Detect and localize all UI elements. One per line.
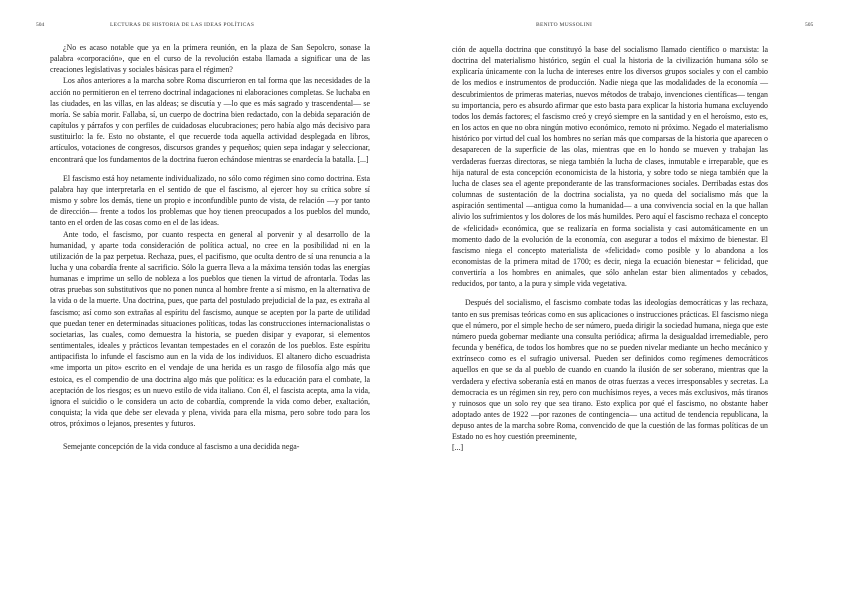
running-head: LECTURAS DE HISTORIA DE LAS IDEAS POLÍTICAS [110,22,255,28]
paragraph: Ante todo, el fascismo, por cuanto respecta en general al porvenir y al desarrollo de la humanidad, y aparte toda consideración de política actual, no cree en la posibilidad ni en la utilización de la paz perpetua. Rechaza, pues, el pacifismo, que oculta dentro de sí una renuncia a la lucha y una cobardía frente al sacrificio. Sólo la guerra lleva a la máxima tensión todas las energías humanas e imprime un sello de nobleza a los pueblos que tienen la virtud de afrontarla. Todas las otras pruebas son substitutivos que no ponen nunca al hombre frente a sí mismo, en la alternativa de la vida o de la muerte. Una doctrina, pues, que parta del postulado prejudicial de la paz, es extraña al fascismo; así como son extrañas al espíritu del fascismo, aunque se acepten por la parte de utilidad que puedan tener en determinadas situaciones políticas, todas las construcciones internacionalistas o societarias, las cuales, como demuestra la historia, se pueden disipar y evaporar, si elementos sentimentales, ideales y prácticos levantan tempestades en el corazón de los pueblos. Este espíritu antipacifista lo infunde el fascismo aun en la vida de los individuos. El altanero dicho escuadrista «me importa un pito» escrito en el vendaje de una herida es un rasgo de filosofía algo más que estoica, es el compendio de una doctrina algo más que política: es la educación para el combate, la aceptación de los riesgos; es un nuevo estilo de vida italiano. Con él, el fascista acepta, ama la vida, ignora el suicidio o le considera un acto de cobardía, comprende la vida como deber, exaltación, conquista; la vida que debe ser elevada y plena, vivida para ella misma, pero sobre todo para los otros, próximos o lejanos, presentes y futuros. [50,229,370,429]
paragraph: Los años anteriores a la marcha sobre Roma discurrieron en tal forma que las necesidades de la acción no permitieron en el terreno doctrinal indagaciones ni elaboraciones completas. Se luchaba en las ciudades, en las villas, en las aldeas; se discutía y —lo que es más sagrado y trascendental— se moría. Se sabía morir. Fallaba, sí, un cuerpo de doctrina bien redactado, con la debida separación de capítulos y párrafos y con perfiles de cuidadosas elucubraciones; pero había algo más decisivo para sustituirlo: la fe. Esto no obstante, el que recuerde toda aquella actividad desplegada en libros, artículos, votaciones de congresos, discursos grandes y pequeños; quien sepa indagar y seleccionar, encontrará que los fundamentos de la doctrina fueron echándose mientras se enardecía la batalla. [...] [50,76,370,164]
page-number: 505 [805,22,814,28]
paragraph: El fascismo está hoy netamente individualizado, no sólo como régimen sino como doctrina. Esta palabra hay que interpretarla en el sentido de que el fascismo, al ejercer hoy su crítica sobre sí mismo y sobre los demás, tiene un propio e inconfundible punto de vista, de relación —y por tanto de dirección— frente a todos los problemas que hoy tienen preocupados a los pueblos del mundo, tanto en el orden de las cosas como en el de las ideas. [50,173,370,228]
paragraph: ción de aquella doctrina que constituyó la base del socialismo llamado científico o marxista: la doctrina del materialismo histórico, según el cual la historia de la civilización humana sólo se explicaría únicamente con la lucha de intereses entre los diversos grupos sociales y con el cambio de los medios e instrumentos de producción. Nadie niega que las modalidades de la economía — descubrimientos de primeras materias, nuevos métodos de trabajo, invenciones científicas— tengan su importancia, pero es absurdo afirmar que esto basta para explicar la historia humana excluyendo todos los demás factores; el fascismo creó y creyó siempre en la santidad y en el heroísmo, esto es, en los actos en que no obra ningún motivo económico, remoto ni próximo. Negado el materialismo histórico por virtud del cual los hombres no serían más que comparsas de la historia que aparecen o desaparecen de la superficie de las olas, mientras que en lo hondo se mueven y trabajan las verdaderas fuerzas directoras, se niega también la lucha de clases, inmutable e irreparable, que es hija natural de esta concepción economicista de la historia, y sobre todo se niega también que la lucha de clases sea el agente preponderante de las transformaciones sociales. Derribadas estas dos columnas de sustentación de la doctrina socialista, ya no queda del socialismo más que la aspiración sentimental —antigua como la humanidad— a una convivencia social en la que hallan alivio los sufrimientos y los dolores de los más humildes. Pero aquí el fascismo rechaza el concepto de «felicidad» económica, que se realizaría en forma socialista y casi automáticamente en un momento dado de la evolución de la economía, con asegurar a todos el máximo de bienestar. El fascismo niega el concepto materialista de «felicidad» como posible y lo abandona a los economistas de la primera mitad de 1700; es decir, niega la ecuación bienestar = felicidad, que convertiría a los hombres en animales, que sólo anhelan estar bien alimentados y cebados, reducidos, por tanto, a la pura y simple vida vegetativa. [452,45,768,289]
page-body [452,44,768,454]
page-body [50,42,370,452]
right-page [424,0,848,599]
paragraph: ¿No es acaso notable que ya en la primera reunión, en la plaza de San Sepolcro, sonase la palabra «corporación», que en el curso de la revolución estaba llamada a significar una de las creaciones legislativas y sociales básicas para el régimen? [50,43,370,75]
page-number: 504 [36,22,45,28]
running-head: BENITO MUSSOLINI [536,22,593,28]
paragraph: [...] [452,443,464,453]
paragraph: Semejante concepción de la vida conduce al fascismo a una decidida nega- [63,442,300,452]
paragraph: Después del socialismo, el fascismo combate todas las ideologías democráticas y las rechaza, tanto en sus premisas teóricas como en sus aplicaciones o instrucciones prácticas. El fascismo niega que el número, por el simple hecho de ser número, pueda dirigir la sociedad humana, niega que este número pueda gobernar mediante una consulta periódica; afirma la desigualdad irremediable, pero fecunda y benéfica, de todos los hombres que no se pueden nivelar mediante un hecho mecánico y extrínseco como es el sufragio universal. Pueden ser definidos como regímenes democráticos aquellos en que se da al pueblo de cuando en cuando la ilusión de ser soberano, mientras que la verdadera y efectiva soberanía está en manos de otras fuerzas a veces irresponsables y secretas. La democracia es un régimen sin rey, pero con muchísimos reyes, a veces más exclusivos, más tiranos y ruinosos que un solo rey que sea tirano. Esto explica por qué el fascismo, no obstante haber adoptado antes de 1922 —por razones de contingencia— una actitud de tendencia republicana, la depuso antes de la marcha sobre Roma, convencido de que la cuestión de las formas políticas de un Estado no es hoy cuestión preeminente, [452,298,768,442]
